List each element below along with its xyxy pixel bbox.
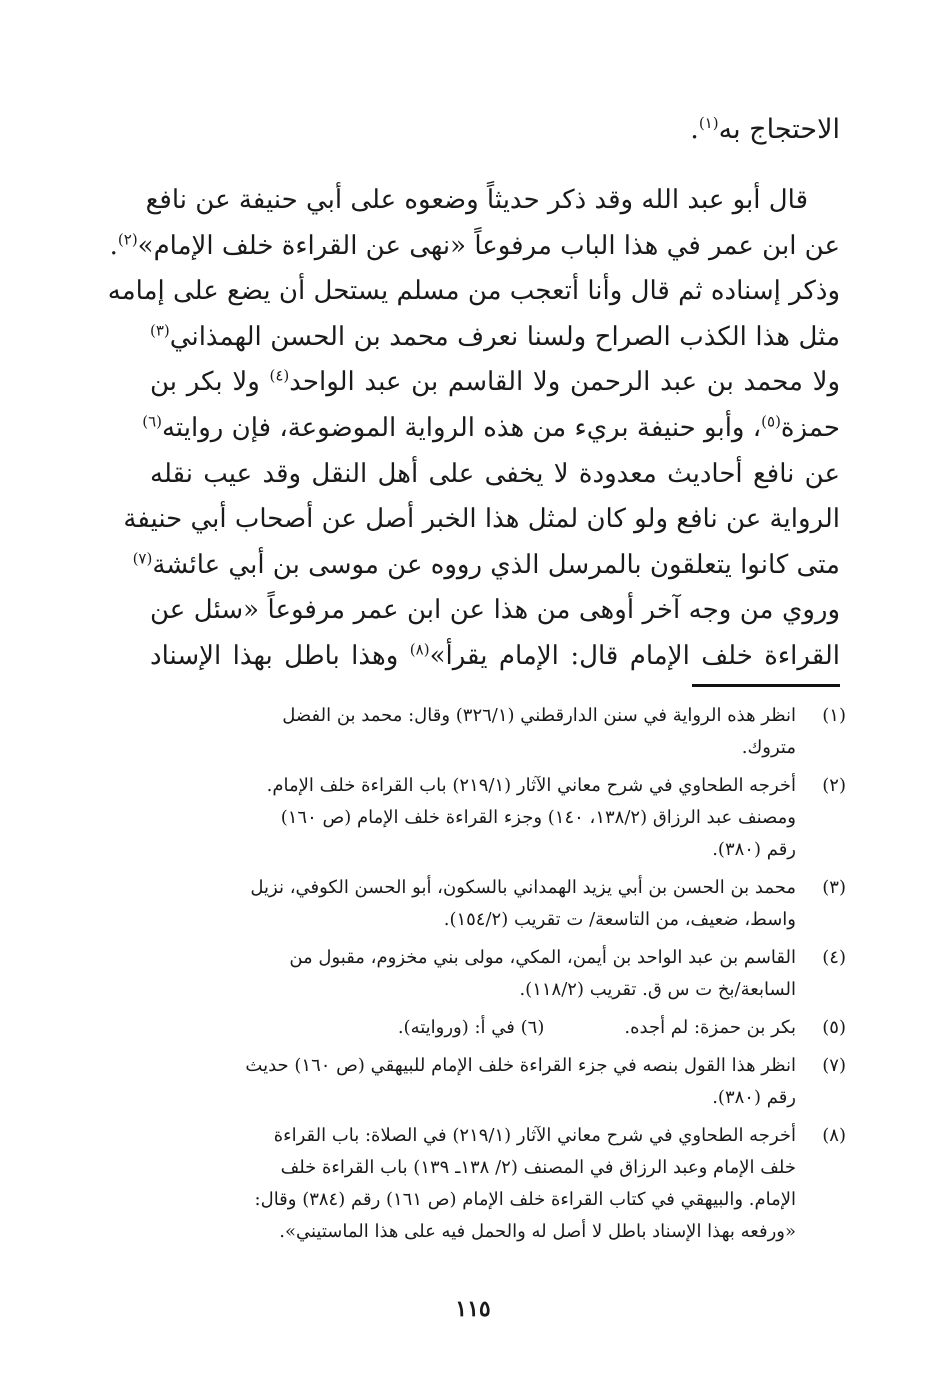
- footnote-number: (٥): [822, 1017, 846, 1038]
- continued-line-end: .: [690, 114, 699, 145]
- footnote-ref: (٦): [142, 412, 162, 431]
- footnote-line: محمد بن الحسن بن أبي يزيد الهمداني بالسكون، أبو الحسن الكوفي، نزيل: [250, 877, 796, 898]
- footnote-line: رقم (٣٨٠).: [712, 839, 796, 860]
- paragraph-line: الرواية عن نافع ولو كان لمثل هذا الخبر أصل عن أصحاب أبي حنيفة: [123, 504, 840, 535]
- footnote-number: (٧): [822, 1055, 846, 1076]
- footnote-line: خلف الإمام وعبد الرزاق في المصنف (٢/ ١٣٨ـ ١٣٩) باب القراءة خلف: [280, 1157, 796, 1178]
- footnote: [150, 942, 846, 1006]
- footnote-divider: [692, 684, 840, 687]
- footnote-number: (٨): [822, 1125, 846, 1146]
- footnote-line: رقم (٣٨٠).: [712, 1087, 796, 1108]
- paragraph-line: قال أبو عبد الله وقد ذكر حديثاً وضعوه على أبي حنيفة عن نافع: [145, 185, 808, 215]
- footnote-ref: (٣): [150, 321, 170, 340]
- continued-line-text: الاحتجاج به: [718, 114, 840, 145]
- footnote-line: أخرجه الطحاوي في شرح معاني الآثار (٢١٩/١) في الصلاة: باب القراءة: [273, 1125, 796, 1146]
- footnote-line: ومصنف عبد الرزاق (١٣٨/٢، ١٤٠) وجزء القراءة خلف الإمام (ص ١٦٠): [280, 807, 796, 828]
- page-number: ١١٥: [455, 1296, 491, 1322]
- footnote-inline: [398, 1012, 545, 1044]
- footnote-ref: (٢): [117, 229, 138, 248]
- main-paragraph: [107, 178, 841, 680]
- paragraph-line: ولا محمد بن عبد الرحمن ولا القاسم بن عبد الواحد$^{(٤)}$ ولا بكر بن: [150, 366, 840, 398]
- paragraph-line: متى كانوا يتعلقون بالمرسل الذي رووه عن موسى بن أبي عائشة$^{(٧)}$: [132, 549, 840, 580]
- footnote-line: القاسم بن عبد الواحد بن أيمن، المكي، مولى بني مخزوم، مقبول من: [289, 947, 796, 968]
- footnotes-section: [150, 700, 846, 1254]
- footnote-line: انظر هذا القول بنصه في جزء القراءة خلف الإمام للبيهقي (ص ١٦٠) حديث: [245, 1055, 796, 1076]
- footnote-line: انظر هذه الرواية في سنن الدارقطني (٣٢٦/١) وقال: محمد بن الفضل: [282, 705, 796, 726]
- paragraph-line: مثل هذا الكذب الصراح ولسنا نعرف محمد بن الحسن الهمذاني$^{(٣)}$: [150, 321, 840, 352]
- footnote-row: [150, 1012, 796, 1044]
- footnote-number: (٦): [520, 1017, 545, 1038]
- footnote-line: بكر بن حمزة: لم أجده.: [624, 1017, 796, 1038]
- footnote: [150, 700, 846, 764]
- footnote-ref: (٤): [269, 366, 290, 385]
- footnote: [150, 770, 846, 866]
- footnote-line: متروك.: [741, 737, 796, 758]
- footnote-ref: (٨): [409, 640, 430, 659]
- footnote: [150, 1120, 846, 1248]
- paragraph-line: وذكر إسناده ثم قال وأنا أتعجب من مسلم يستحل أن يضع على إمامه: [107, 276, 840, 307]
- footnote-line: الإمام. والبيهقي في كتاب القراءة خلف الإمام (ص ١٦١) رقم (٣٨٤) وقال:: [254, 1189, 796, 1210]
- paragraph-line: القراءة خلف الإمام قال: الإمام يقرأ»$^{(٨)}$ وهذا باطل بهذا الإسناد: [150, 640, 841, 671]
- footnote: [150, 1050, 846, 1114]
- footnote-line: واسط، ضعيف، من التاسعة/ ت تقريب (١٥٤/٢).: [443, 909, 796, 930]
- footnote-line: «ورفعه بهذا الإسناد باطل لا أصل له والحمل فيه على هذا الماستيني».: [279, 1221, 796, 1242]
- paragraph-line: عن ابن عمر في هذا الباب مرفوعاً «نهى عن القراءة خلف الإمام»$^{(٢)}$.: [109, 229, 840, 261]
- footnote-ref: (٥): [761, 412, 781, 431]
- footnote: [150, 1012, 846, 1044]
- footnote-line: السابعة/بخ ت س ق. تقريب (١١٨/٢).: [519, 979, 796, 1000]
- footnote-line: أخرجه الطحاوي في شرح معاني الآثار (٢١٩/١) باب القراءة خلف الإمام.: [266, 775, 796, 796]
- paragraph-line: وروي من وجه آخر أوهى من هذا عن ابن عمر مرفوعاً «سئل عن: [150, 595, 840, 626]
- footnote-line: في أ: (وروايته).: [397, 1017, 515, 1038]
- paragraph-line: عن نافع أحاديث معدودة لا يخفى على أهل النقل وقد عيب نقله: [150, 458, 840, 489]
- footnote-number: (١): [822, 705, 846, 726]
- footnote-number: (٣): [822, 877, 846, 898]
- footnote-ref: (٧): [132, 549, 153, 568]
- paragraph-line: حمزة$^{(٥)}$، وأبو حنيفة بريء من هذه الرواية الموضوعة، فإن روايته$^{(٦)}$: [142, 412, 840, 443]
- footnote-number: (٢): [822, 775, 846, 796]
- footnote: [150, 872, 846, 936]
- footnote-number: (٤): [822, 947, 846, 968]
- footnote-ref: (١): [698, 114, 719, 132]
- continued-line: [140, 108, 840, 152]
